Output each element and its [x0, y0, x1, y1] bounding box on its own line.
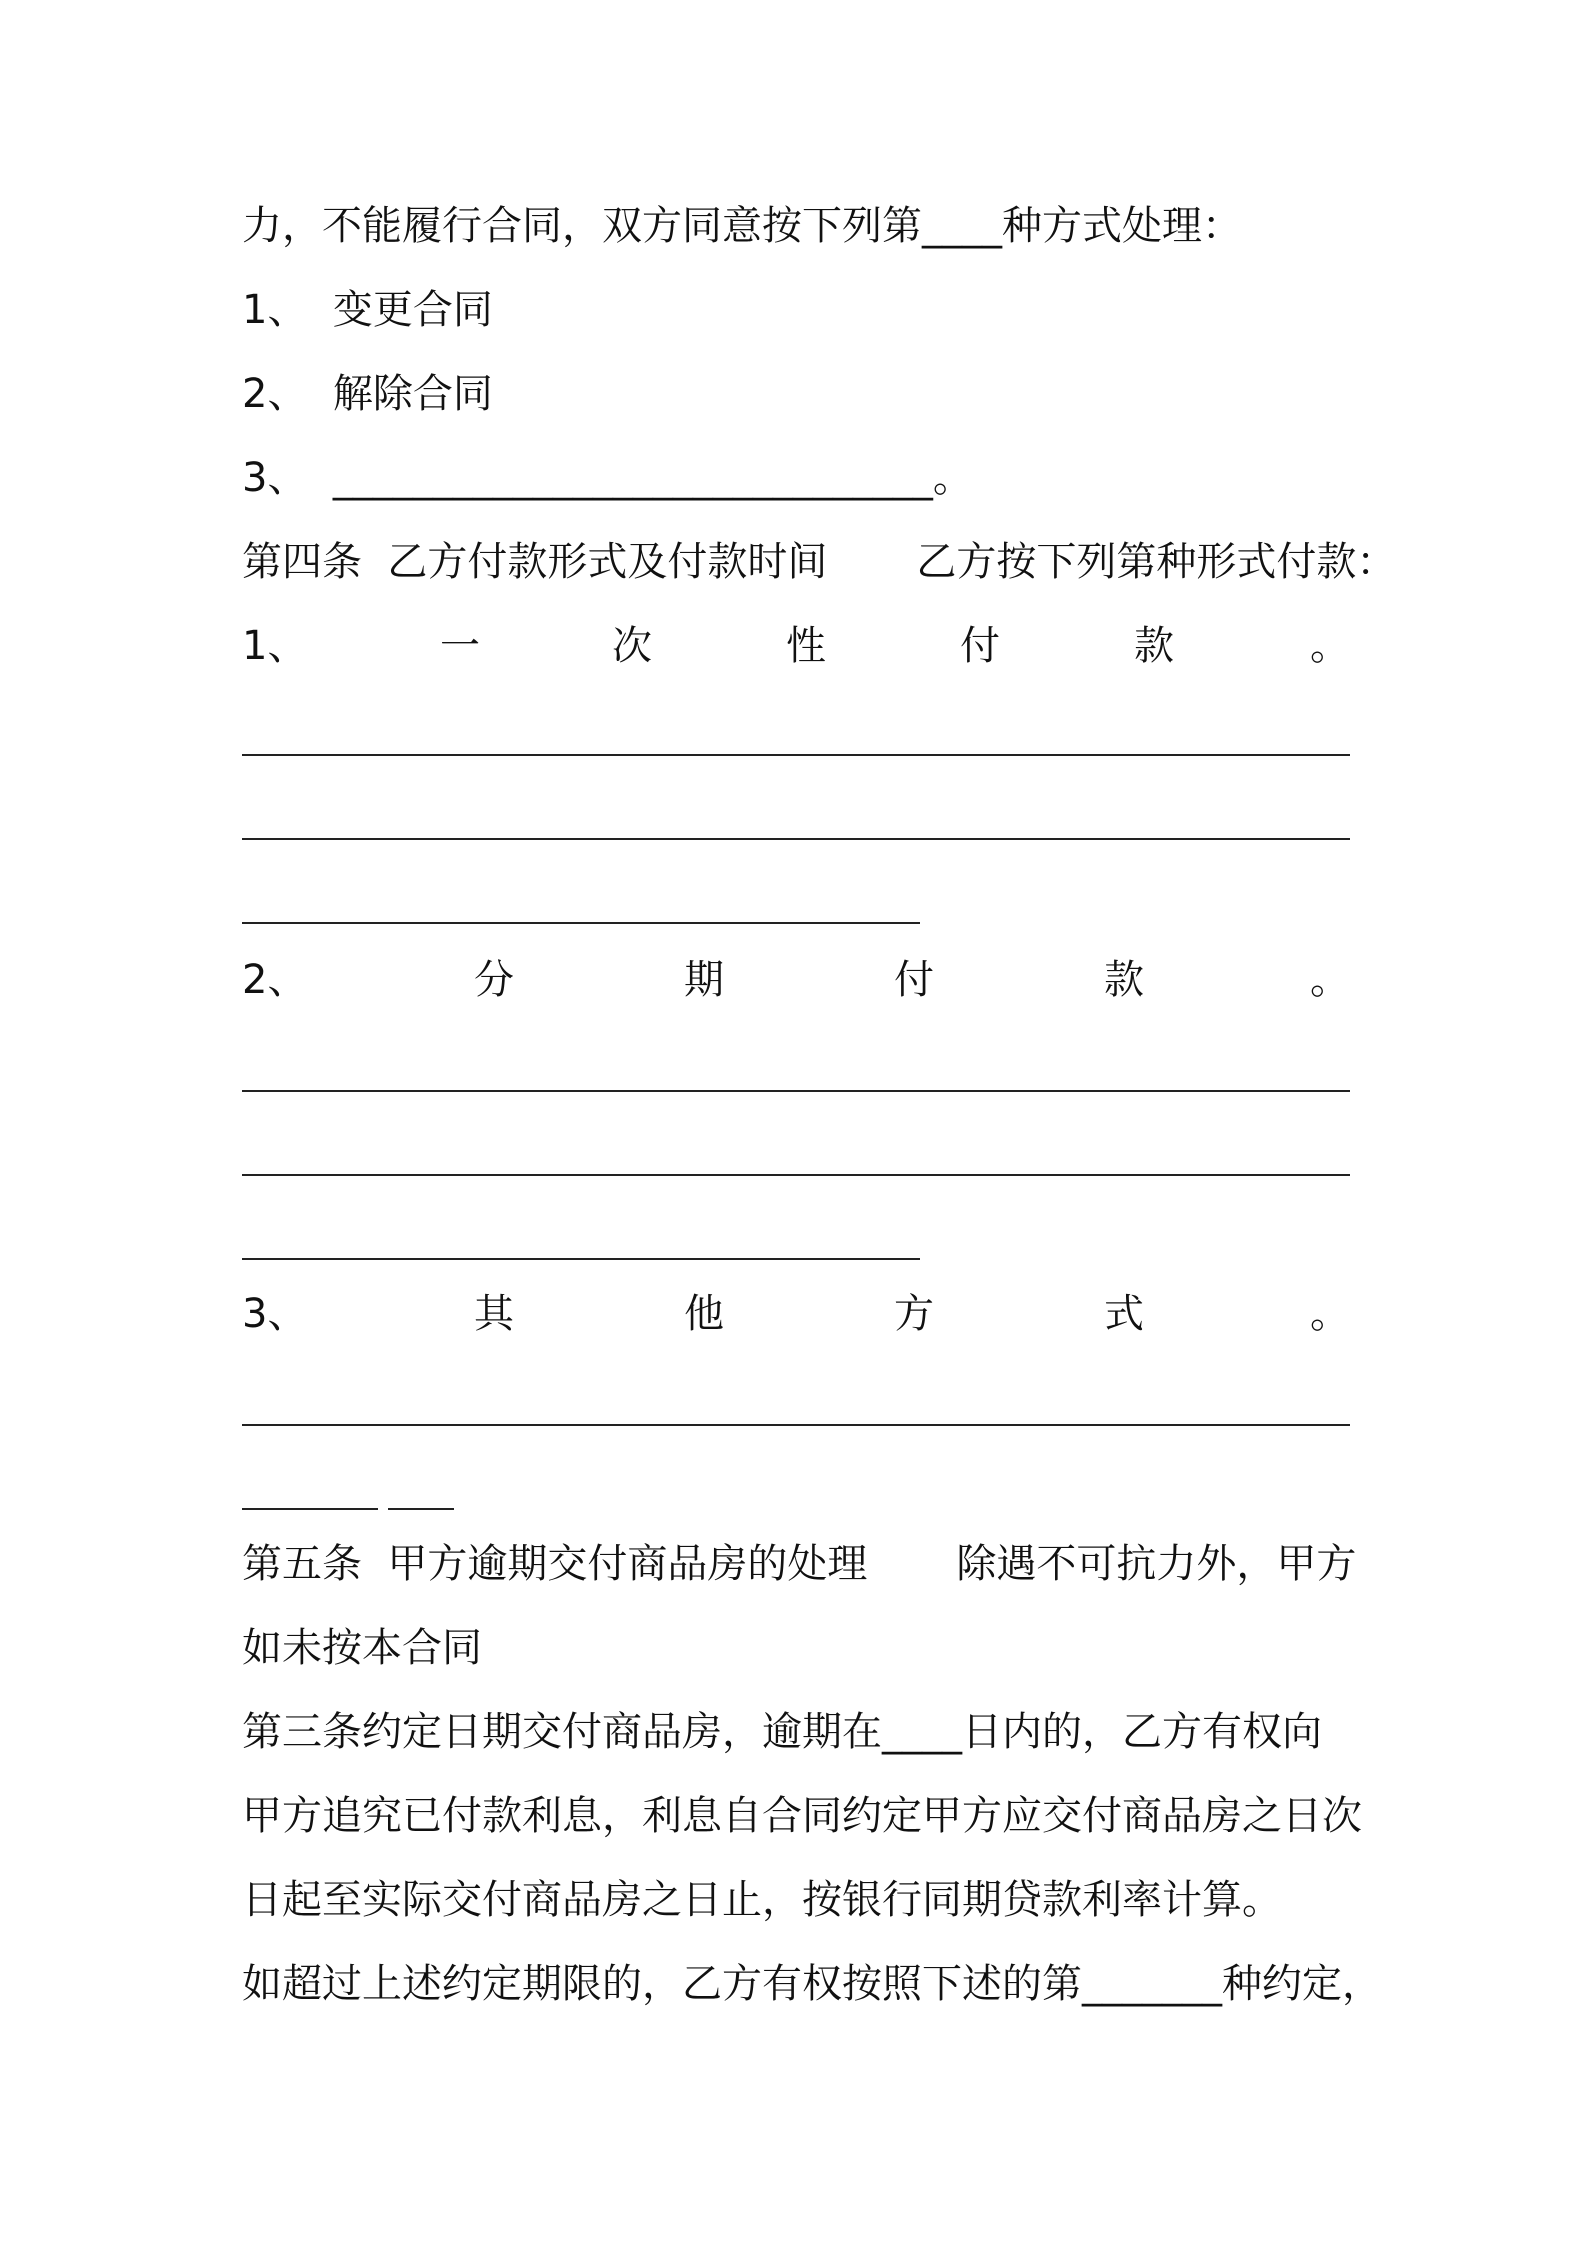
option-char: 付: [894, 957, 934, 1003]
article-five-heading: 第五条 甲方逾期交付商品房的处理 除遇不可抗力外，甲方: [242, 1541, 1357, 1587]
payment-option-installment: [242, 952, 1350, 1008]
option-change-contract: 1、 变更合同: [242, 287, 493, 333]
option-char: 方: [894, 1291, 934, 1337]
article-four-heading: 第四条 乙方付款形式及付款时间 乙方按下列第种形式付款：: [242, 539, 1397, 585]
payment-option-other: [242, 1286, 1350, 1342]
option-number: 1、: [242, 623, 308, 669]
option-number: 3、: [242, 1291, 308, 1337]
blank-line: [242, 1174, 1350, 1176]
blank-line: [242, 1090, 1350, 1092]
paragraph-line: 如未按本合同: [242, 1625, 482, 1671]
text-line-force-majeure: 力，不能履行合同，双方同意按下列第____种方式处理：: [242, 203, 1242, 249]
option-period: 。: [1310, 623, 1350, 669]
option-other-blank: 3、 ______________________________。: [242, 455, 973, 501]
blank-line: [242, 1258, 920, 1260]
paragraph-line: 甲方追究已付款利息，利息自合同约定甲方应交付商品房之日次: [242, 1793, 1362, 1839]
option-char: 性: [786, 623, 826, 669]
option-char: 一: [440, 623, 480, 669]
option-period: 。: [1310, 1291, 1350, 1337]
option-char: 分: [474, 957, 514, 1003]
payment-option-lump-sum: [242, 618, 1350, 674]
option-number: 2、: [242, 957, 308, 1003]
option-char: 款: [1134, 623, 1174, 669]
blank-line: [242, 1424, 1350, 1426]
option-char: 其: [474, 1291, 514, 1337]
blank-line: [242, 754, 1350, 756]
blank-line: [388, 1508, 454, 1510]
paragraph-line: 日起至实际交付商品房之日止，按银行同期贷款利率计算。: [242, 1877, 1282, 1923]
option-char: 式: [1104, 1291, 1144, 1337]
option-period: 。: [1310, 957, 1350, 1003]
option-cancel-contract: 2、 解除合同: [242, 371, 493, 417]
option-char: 他: [684, 1291, 724, 1337]
paragraph-line: 如超过上述约定期限的，乙方有权按照下述的第_______种约定，: [242, 1961, 1382, 2007]
option-char: 期: [684, 957, 724, 1003]
blank-line: [242, 838, 1350, 840]
blank-line: [242, 1508, 378, 1510]
blank-line: [242, 922, 920, 924]
option-char: 付: [960, 623, 1000, 669]
option-char: 款: [1104, 957, 1144, 1003]
paragraph-line: 第三条约定日期交付商品房，逾期在____日内的，乙方有权向: [242, 1709, 1322, 1755]
option-char: 次: [612, 623, 652, 669]
